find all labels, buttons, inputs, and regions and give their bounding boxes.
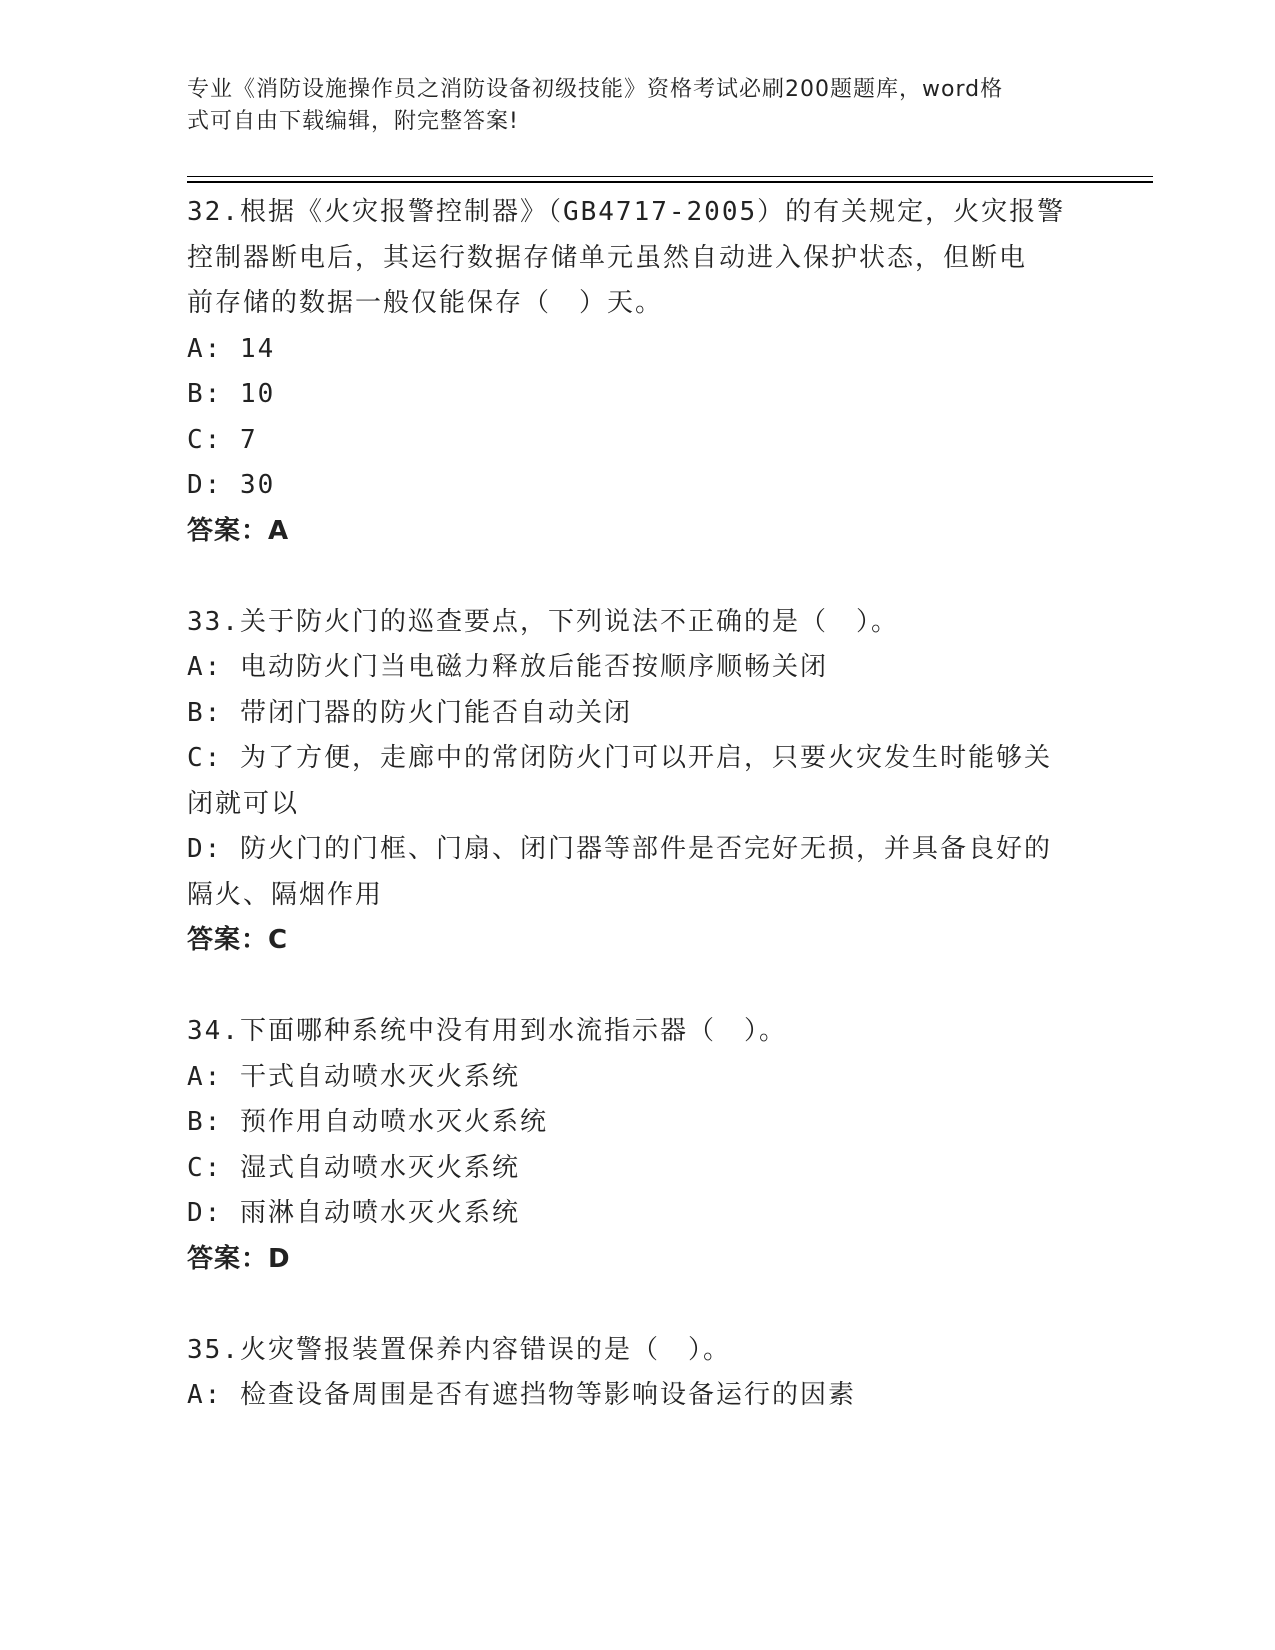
option-c-continued: 闭就可以 [187, 788, 300, 819]
question-spacer [187, 1282, 1087, 1328]
question-stem-line: 控制器断电后，其运行数据存储单元虽然自动进入保护状态，但断电 [187, 242, 1028, 273]
option-c: C: 7 [187, 424, 258, 455]
document-header [187, 74, 1067, 138]
header-divider-thick [187, 181, 1153, 183]
question-list [187, 190, 1087, 1419]
option-b: B: 预作用自动喷水灭火系统 [187, 1107, 548, 1137]
option-d: D: 防火门的门框、门扇、闭门器等部件是否完好无损，并具备良好的 [187, 834, 1052, 864]
option-d: D: 雨淋自动喷水灭火系统 [187, 1198, 520, 1228]
question-block [187, 1009, 1087, 1282]
question-stem-line: 前存储的数据一般仅能保存（ ）天。 [187, 288, 664, 318]
header-divider-thin [187, 176, 1153, 177]
question-stem-line: 33.关于防火门的巡查要点，下列说法不正确的是（ ）。 [187, 606, 899, 637]
header-line-2: 式可自由下载编辑，附完整答案! [187, 109, 519, 134]
header-line-1: 专业《消防设施操作员之消防设备初级技能》资格考试必刷200题题库，word格 [187, 77, 1004, 102]
question-block [187, 1328, 1087, 1419]
question-stem-line: 34.下面哪种系统中没有用到水流指示器（ ）。 [187, 1016, 787, 1046]
option-a: A: 检查设备周围是否有遮挡物等影响设备运行的因素 [187, 1380, 856, 1410]
option-c: C: 湿式自动喷水灭火系统 [187, 1152, 520, 1183]
question-block [187, 600, 1087, 964]
answer-line: 答案：C [187, 925, 289, 955]
option-d-continued: 隔火、隔烟作用 [187, 879, 384, 910]
question-block [187, 190, 1087, 554]
option-b: B: 带闭门器的防火门能否自动关闭 [187, 697, 632, 728]
question-stem-line: 32.根据《火灾报警控制器》（GB4717-2005）的有关规定，火灾报警 [187, 197, 1066, 227]
question-spacer [187, 554, 1087, 600]
option-a: A: 干式自动喷水灭火系统 [187, 1061, 520, 1092]
question-stem-line: 35.火灾警报装置保养内容错误的是（ ）。 [187, 1334, 731, 1365]
option-d: D: 30 [187, 470, 276, 500]
option-b: B: 10 [187, 379, 276, 409]
option-a: A: 电动防火门当电磁力释放后能否按顺序顺畅关闭 [187, 652, 828, 682]
answer-line: 答案：D [187, 1243, 291, 1274]
option-a: A: 14 [187, 333, 276, 364]
question-spacer [187, 964, 1087, 1010]
answer-line: 答案：A [187, 515, 290, 546]
option-c: C: 为了方便，走廊中的常闭防火门可以开启，只要火灾发生时能够关 [187, 743, 1052, 773]
